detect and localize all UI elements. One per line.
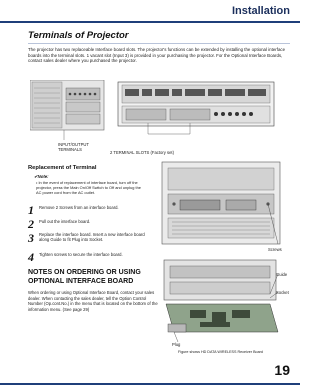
step-4	[28, 248, 123, 266]
plug-label: Plug	[172, 342, 181, 347]
note-label: ✔Note:	[34, 174, 49, 179]
socket-label: Socket	[276, 290, 289, 295]
section-title: Installation	[231, 5, 290, 17]
intro-paragraph: The projector has two replaceable Interface board slots. The projector's functions can be extended by installing the optional interface boards into the terminal slots. 1 vacant slot (Input 3) is provided in your purchasing the projector. For the Optional Interface Boards, contact sales dealer where you purchased the projector.	[28, 47, 286, 64]
terminal-slots-caption: 2 TERMINAL SLOTS (Factory set)	[110, 150, 174, 155]
page-title: Terminals of Projector	[28, 30, 129, 41]
note-text: • In the event of replacement of interface board, turn off the projector, press the Main On/Off Switch to Off and unplug the AC power cord from the AC outlet.	[36, 180, 141, 195]
step-text: Pull out the interface board.	[39, 219, 91, 224]
page-number: 19	[274, 362, 290, 378]
replacement-heading: Replacement of Terminal	[28, 165, 97, 171]
optional-board-heading: NOTES ON ORDERING OR USING OPTIONAL INTERFACE BOARD	[28, 269, 141, 285]
board-removal-illustration	[160, 160, 288, 248]
figure-caption: Figure shows HD DATA WIRELESS Receiver Board	[178, 350, 263, 354]
step-number: 4	[28, 250, 34, 264]
interface-board-illustration	[160, 258, 280, 344]
step-number: 1	[28, 203, 34, 217]
step-number: 3	[28, 231, 34, 245]
step-text: Replace the interface board. Insert a new interface board along Guide to fit Plug into Socket.	[39, 232, 145, 243]
guide-label: Guide	[276, 272, 288, 277]
projector-rear-view	[30, 80, 104, 140]
step-3	[28, 229, 145, 247]
step-text: Tighten screws to secure the interface board.	[39, 252, 123, 257]
step-text: Remove 2 Screws from an interface board.	[39, 205, 119, 210]
title-divider	[28, 43, 290, 44]
footer-rule	[0, 383, 300, 385]
step-number: 2	[28, 217, 34, 231]
screws-label: Screws	[268, 247, 282, 252]
header-rule	[0, 21, 300, 23]
io-terminals-caption: INPUT/OUTPUT TERMINALS	[58, 142, 89, 152]
terminal-panel-detail	[118, 82, 274, 134]
optional-board-text: When ordering or using Optional Interface Board, contact your sales dealer. When contacting the sales dealer, tell the Option Control Number (Op.cont.No.) in the menu that is located on the bottom of the information menu. (See page 29)	[28, 290, 158, 312]
